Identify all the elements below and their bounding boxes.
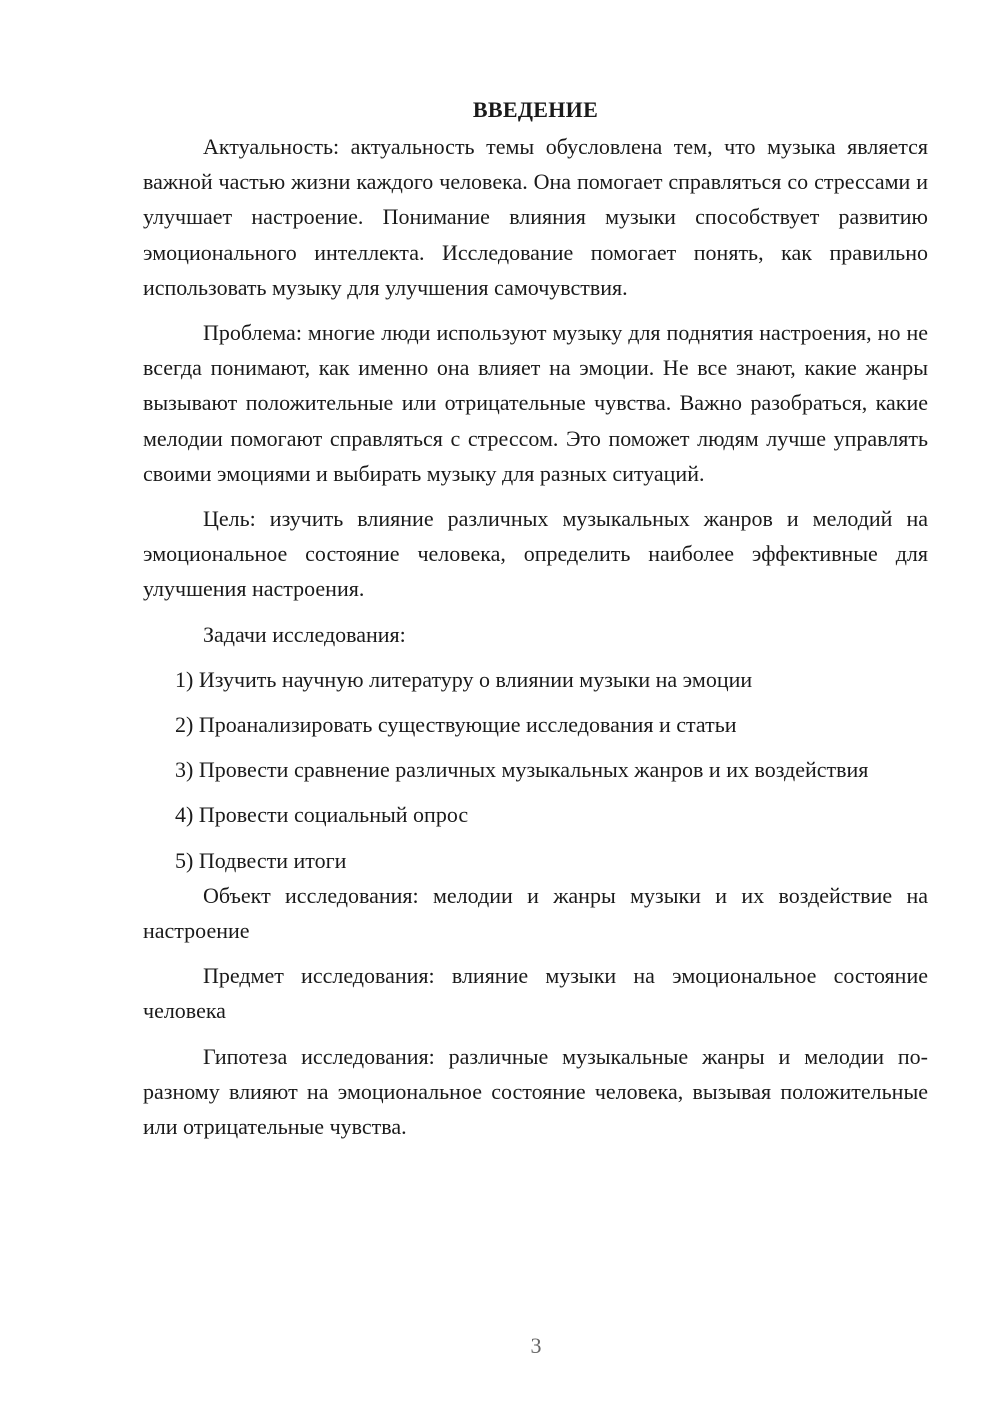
- task-item-1: 1) Изучить научную литературу о влиянии музыки на эмоции: [175, 666, 753, 692]
- task-item-4: 4) Провести социальный опрос: [175, 802, 469, 828]
- relevance-paragraph: Актуальность: актуальность темы обусловлена тем, что музыка является важной частью жизни каждого человека. Она помогает справляться со стрессами и улучшает настроение. Понимание влияния музыки способствует развитию эмоционального интеллекта. Исследование помогает понять, как правильно использовать музыку для улучшения самочувствия.: [143, 134, 928, 300]
- document-page: [143, 92, 928, 1144]
- page-title: ВВЕДЕНИЕ: [472, 97, 599, 122]
- task-item-3: 3) Провести сравнение различных музыкальных жанров и их воздействия: [175, 757, 869, 783]
- tasks-list: [143, 662, 928, 878]
- hypothesis-paragraph: Гипотеза исследования: различные музыкальные жанры и мелодии по-разному влияют на эмоциональное состояние человека, вызывая положительные или отрицательные чувства.: [143, 1043, 928, 1140]
- problem-paragraph: Проблема: многие люди используют музыку для поднятия настроения, но не всегда понимают, как именно она влияет на эмоции. Не все знают, какие жанры вызывают положительные или отрицательные чувства. Важно разобраться, какие мелодии помогают справляться с стрессом. Это поможет людям лучше управлять своими эмоциями и выбирать музыку для разных ситуаций.: [143, 320, 928, 486]
- task-item-2: 2) Проанализировать существующие исследования и статьи: [175, 712, 737, 738]
- task-item-5: 5) Подвести итоги: [175, 847, 347, 873]
- tasks-title: Задачи исследования:: [203, 621, 406, 647]
- object-paragraph: Объект исследования: мелодии и жанры музыки и их воздействие на настроение: [143, 882, 928, 944]
- page-number: 3: [530, 1333, 542, 1358]
- goal-paragraph: Цель: изучить влияние различных музыкальных жанров и мелодий на эмоциональное состояние человека, определить наиболее эффективные для улучшения настроения.: [143, 506, 928, 602]
- subject-paragraph: Предмет исследования: влияние музыки на эмоциональное состояние человека: [143, 963, 928, 1024]
